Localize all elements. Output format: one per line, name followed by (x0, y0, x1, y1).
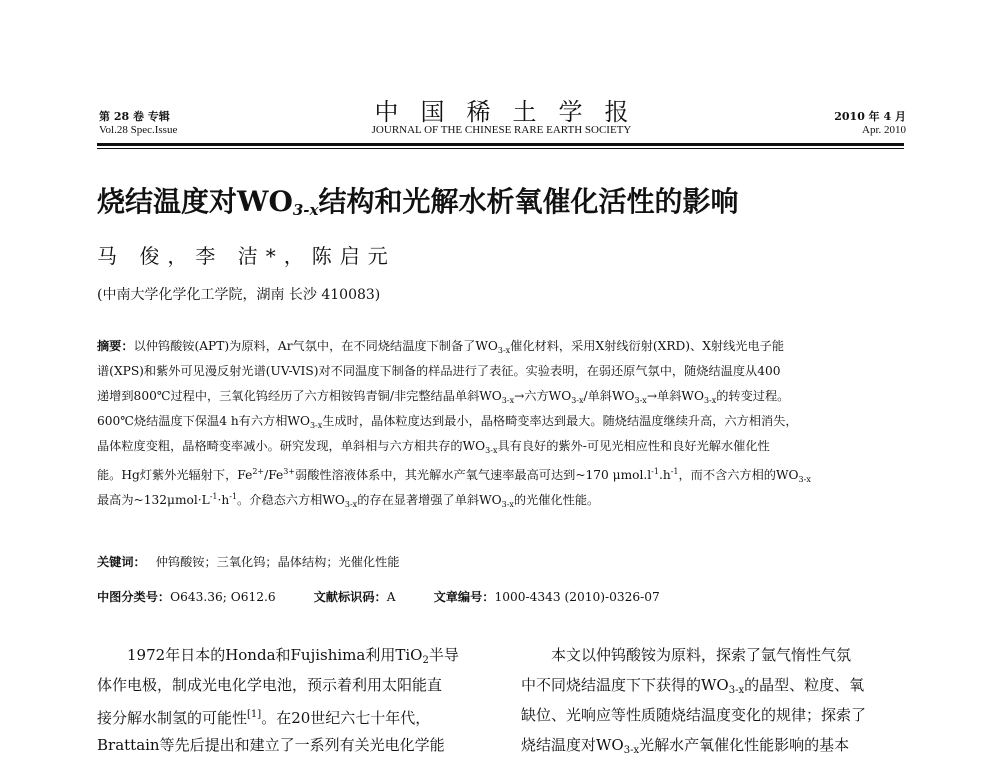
clc-label: 中图分类号： (97, 590, 171, 604)
article-id-label: 文章编号： (433, 590, 495, 604)
abstract-line: 600℃烧结温度下保温4 h有六方相$WO_{3-x}$生成时，晶体粒度达到最小，晶格畸变率达到最大。随烧结温度继续升高，六方相消失， (97, 414, 798, 430)
header-rule-thick (97, 143, 904, 146)
abstract-line: 递增到800℃过程中，三氧化钨经历了六方相铵钨青铜/非完整结晶单斜$WO_{3-x}\to$六方$WO_{3-x}/$单斜$WO_{3-x}\to$单斜$WO_{3-x}$的转变过程。 (97, 389, 790, 405)
abstract (97, 334, 907, 509)
volume-en: Vol.28 Spec.Issue (99, 124, 178, 136)
body-line: 体作电极，制成光电化学电池，预示着利用太阳能直 (97, 676, 443, 694)
abstract-line: 谱(XPS)和紫外可见漫反射光谱(UV-VIS)对不同温度下制备的样品进行了表征。实验表明，在弱还原气氛中，随烧结温度从400 (97, 364, 781, 378)
abstract-line: 能。Hg灯紫外光辐射下，$Fe^{2+}/Fe^{3+}$弱酸性溶液体系中，其光解水产氧气速率最高可达到~170 $\mu mol.l^{-1}.h^{-1}$，而不含六方相的$WO_{3-x}$ (97, 467, 811, 484)
classification-line (97, 588, 660, 605)
doc-code-value: A (386, 590, 396, 604)
affiliation: (中南大学化学化工学院，湖南 长沙 410083) (97, 287, 381, 303)
abstract-line: 最高为$\sim 132\mu mol\cdot L^{-1}\cdot h^{-1}$。介稳态六方相$WO_{3-x}$的存在显著增强了单斜$WO_{3-x}$的光催化性能。 (97, 492, 600, 509)
body-column-left (97, 640, 497, 760)
body-line: Brattain等先后提出和建立了一系列有关光电化学能 (97, 736, 445, 754)
journal-title-cn: 中国稀土学报 (374, 98, 651, 126)
body-line: 烧结温度对$WO_{3-x}$光解水产氧催化性能影响的基本 (521, 736, 850, 756)
body-column-right (521, 640, 921, 760)
journal-header (97, 92, 906, 142)
body-line: 1972年日本的Honda和Fujishima利用TiO$_2$半导 (127, 646, 459, 666)
body-line: 接分解水制氢的可能性[1]。在20世纪六七十年代， (97, 709, 431, 727)
body-line: 中不同烧结温度下下获得的$WO_{3-x}$的晶型、粒度、氧 (521, 676, 865, 696)
keywords-label: 关键词： (97, 555, 146, 569)
keywords-text: 仲钨酸铵；三氧化钨；晶体结构；光催化性能 (155, 555, 400, 569)
clc-value: O643.36; O612.6 (170, 590, 276, 604)
header-rule-thin (97, 148, 904, 149)
abstract-label: 摘要： (97, 339, 134, 353)
body-line: 缺位、光响应等性质随烧结温度变化的规律；探索了 (521, 706, 867, 724)
volume-cn: 第 28 卷 专辑 (99, 110, 170, 123)
keywords (97, 553, 400, 570)
article-id-value: 1000-4343 (2010)-0326-07 (494, 590, 660, 604)
date-en: Apr. 2010 (862, 124, 906, 136)
citation-ref: [1] (247, 709, 262, 720)
author-list: 马 俊，李 洁*，陈启元 (97, 244, 396, 268)
journal-title-en: JOURNAL OF THE CHINESE RARE EARTH SOCIETY (371, 124, 632, 136)
body-line: 本文以仲钨酸铵为原料，探索了氩气惰性气氛 (551, 646, 852, 664)
paper-title: 烧结温度对$WO_{3-x}$结构和光解水析氧催化活性的影响 (97, 185, 739, 219)
abstract-line: 晶体粒度变粗，晶格畸变率减小。研究发现，单斜相与六方相共存的$WO_{3-x}$具有良好的紫外-可见光相应性和良好光解水催化性 (97, 439, 770, 455)
abstract-line: 摘要：以仲钨酸铵(APT)为原料，Ar气氛中，在不同烧结温度下制备了$WO_{3-x}$催化材料，采用X射线衍射(XRD)、X射线光电子能 (97, 339, 785, 355)
date-cn: 2010 年 4 月 (834, 110, 906, 123)
doc-code-label: 文献标识码： (313, 590, 387, 604)
